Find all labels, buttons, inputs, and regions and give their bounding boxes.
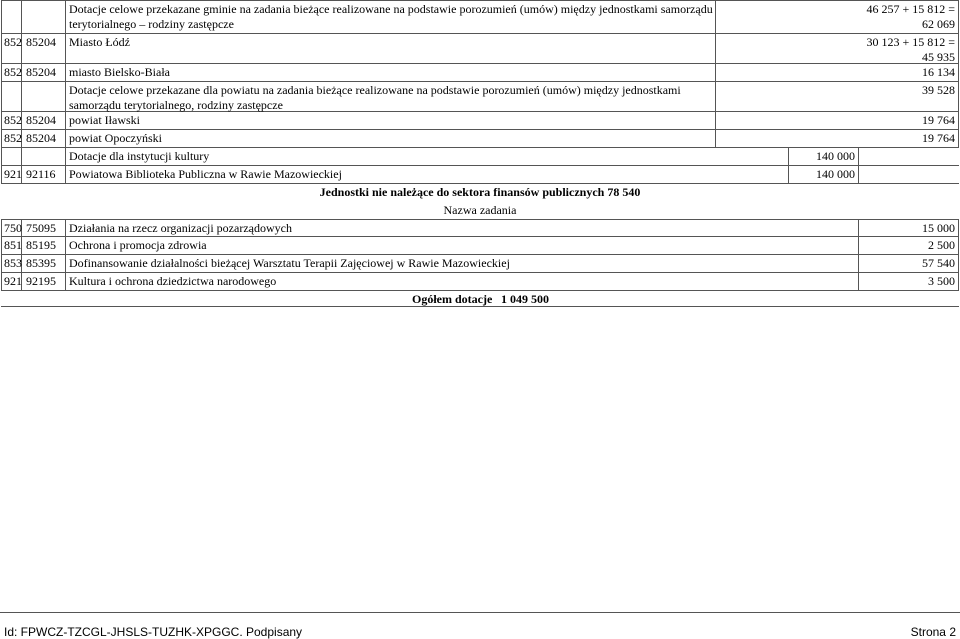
- rozdzial-cell: 92195: [22, 273, 66, 290]
- description-cell: Ochrona i promocja zdrowia: [66, 237, 859, 254]
- dzial-cell: 851: [1, 237, 22, 254]
- table-row: [1, 64, 959, 82]
- dzial-cell: 852: [1, 112, 22, 129]
- total-row: [1, 291, 959, 307]
- dzial-cell: 921: [1, 166, 22, 183]
- description-cell: powiat Iławski: [66, 112, 716, 129]
- rozdzial-cell: 85395: [22, 255, 66, 272]
- dzial-cell: 852: [1, 64, 22, 81]
- dzial-cell: 750: [1, 220, 22, 236]
- amount-cell: 2 500: [859, 237, 959, 254]
- section-title: Jednostki nie należące do sektora finansów publicznych 78 540: [319, 185, 641, 199]
- dzial-cell: [1, 1, 22, 33]
- dzial-cell: 852: [1, 130, 22, 147]
- amount-cell: 57 540: [859, 255, 959, 272]
- page-number: Strona 2: [910, 625, 956, 639]
- amount-cell: 46 257 + 15 812 = 62 069: [716, 1, 959, 33]
- document-id: Id: FPWCZ-TZCGL-JHSLS-TUZHK-XPGGC. Podpisany: [4, 625, 303, 639]
- dzial-cell: 921: [1, 273, 22, 290]
- table-row: [1, 166, 959, 184]
- rozdzial-cell: 92116: [22, 166, 66, 183]
- amount-cell: 3 500: [859, 273, 959, 290]
- rozdzial-cell: [22, 148, 66, 165]
- description-cell: powiat Opoczyński: [66, 130, 716, 147]
- table-row: [1, 34, 959, 64]
- description-cell: Dotacje celowe przekazane gminie na zadania bieżące realizowane na podstawie porozumień (umów) między jednostkami samorządu terytorialnego – rodziny zastępcze: [66, 1, 716, 33]
- section-amount: 140 000: [719, 148, 859, 165]
- dzial-cell: [1, 148, 22, 165]
- page-footer: [0, 612, 960, 639]
- description-cell: Kultura i ochrona dziedzictwa narodowego: [66, 273, 859, 290]
- total-label: Ogółem dotacje: [412, 292, 493, 306]
- description-cell: Powiatowa Biblioteka Publiczna w Rawie Mazowieckiej: [66, 166, 789, 183]
- rozdzial-cell: 85204: [22, 130, 66, 147]
- culture-header-row: [1, 148, 959, 166]
- description-cell: Miasto Łódź: [66, 34, 716, 63]
- amount-cell: 16 134: [716, 64, 959, 81]
- table-row: [1, 0, 959, 34]
- description-cell: Dofinansowanie działalności bieżącej Warsztatu Terapii Zajęciowej w Rawie Mazowieckiej: [66, 255, 859, 272]
- table-row: [1, 273, 959, 291]
- dzial-cell: 853: [1, 255, 22, 272]
- amount-cell: 19 764: [716, 130, 959, 147]
- description-cell: Działania na rzecz organizacji pozarządowych: [66, 220, 859, 236]
- rozdzial-cell: 85204: [22, 64, 66, 81]
- rozdzial-cell: 75095: [22, 220, 66, 236]
- rozdzial-cell: 85204: [22, 34, 66, 63]
- rozdzial-cell: [22, 1, 66, 33]
- table-row: [1, 237, 959, 255]
- amount-cell: 39 528: [716, 82, 959, 111]
- description-cell: Dotacje celowe przekazane dla powiatu na zadania bieżące realizowane na podstawie porozumień (umów) między jednostkami samorządu terytorialnego, rodziny zastępcze: [66, 82, 716, 111]
- amount-cell: 30 123 + 15 812 = 45 935: [716, 34, 959, 63]
- table-row: [1, 255, 959, 273]
- rozdzial-cell: 85195: [22, 237, 66, 254]
- table-row: [1, 219, 959, 237]
- table-row: [1, 130, 959, 148]
- table-row: [1, 82, 959, 112]
- table-row: [1, 112, 959, 130]
- amount-cell: 19 764: [716, 112, 959, 129]
- amount-cell: 15 000: [859, 220, 959, 236]
- total-value: 1 049 500: [501, 292, 549, 306]
- rozdzial-cell: [22, 82, 66, 111]
- dzial-cell: 852: [1, 34, 22, 63]
- column-header: Nazwa zadania: [443, 203, 517, 217]
- description-cell: miasto Bielsko-Biała: [66, 64, 716, 81]
- rozdzial-cell: 85204: [22, 112, 66, 129]
- amount-cell: 140 000: [719, 166, 859, 183]
- section-header: Dotacje dla instytucji kultury: [66, 148, 789, 165]
- dzial-cell: [1, 82, 22, 111]
